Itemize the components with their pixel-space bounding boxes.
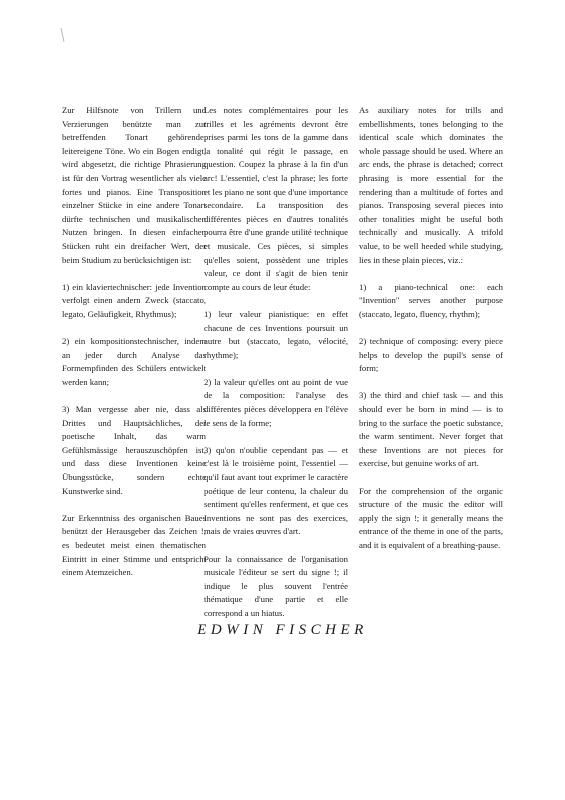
english-point-3: 3) the third and chief task — and this should ever be born in mind — is to bring to the surface the poetic substance, the warm sentiment. Never forget that these Inventions are not pieces for exercise, but genuine works of art. <box>359 390 503 469</box>
english-point-2: 2) technique of composing: every piece helps to develop the pupil's sense of form; <box>359 336 503 374</box>
french-point-3: 3) qu'on n'oublie cependant pas — et c'est là le troisième point, l'essentiel — qu'il faut avant tout exprimer le caractère poétique de leur contenu, la chaleur du sentiment qu'elles renferment, et que ces Inventions ne sont pas des exercices, mais de vraies œuvres d'art. <box>204 444 348 537</box>
author-signature: EDWIN FISCHER <box>197 622 368 638</box>
french-sign-note: Pour la connaissance de l'organisation musicale l'éditeur se sert du signe !; il indique le plus souvent l'entrée thématique d'une partie et elle correspond a un hiatus. <box>204 553 348 618</box>
french-column <box>204 104 348 634</box>
english-column <box>359 104 503 566</box>
german-column <box>62 104 206 593</box>
german-sign-note: Zur Erkenntniss des organischen Baues benützt der Herausgeber das Zeichen !; es bedeutet meist einen thematischen Eintritt in einer Stimme und entspricht einem Atemzeichen. <box>62 512 206 578</box>
page-corner-mark <box>61 28 65 42</box>
english-intro-paragraph: As auxiliary notes for trills and embellishments, tones belonging to the identical scale which dominates the whole passage should be used. Where an arc ends, the phrase is detached; correct phrasing is more essential for the rendering than a multitude of fortes and pianos. Transposing several pieces into other tonalities might be useful both technically and musically. A trifold value, to be well heeded while studying, lies in these plain pieces, viz.: <box>359 105 503 265</box>
german-point-2: 2) ein kompositionstechnischer, indem an jeder durch Analyse das Formempfinden des Schülers entwickelt werden kann; <box>62 336 206 387</box>
german-intro-paragraph: Zur Hilfsnote von Trillern und Verzierungen benützte man zur betreffenden Tonart gehörende, leitereigene Töne. Wo ein Bogen endigt, wird abgesetzt, die richtige Phrasierung ist für den Vortrag wesentlicher als viele fortes und pianos. Eine Transposition einzelner Stücke in eine andere Tonart dürfte technischen und musikalischen Nutzen bringen. In diesen einfachen Stücken ruht ein dreifacher Wert, der beim Studium zu berücksichtigen ist: <box>62 105 206 265</box>
english-point-1: 1) a piano-technical one: each "Invention" serves another purpose (staccato, legato, fluency, rhythm); <box>359 281 503 319</box>
english-sign-note: For the comprehension of the organic structure of the music the editor will apply the sign !; it generally means the entrance of the theme in one of the parts, and it is equivalent of a breathing-pause. <box>359 485 503 550</box>
french-intro-paragraph: Les notes complémentaires pour les trilles et les agréments devront être prises parmi les tons de la gamme dans la tonalité qui régit le passage, en question. Coupez la phrase à la fin d'un arc! L'essentiel, c'est la phrase; les forte et les piano ne sont que d'une importance secondaire. La transposition des différentes pièces en d'autres tonalités pourra être d'une grande utilité technique et musicale. Ces pièces, si simples qu'elles soient, possèdent une triples valeur, ce dont il s'agit de bien tenir compte au cours de leur étude: <box>204 105 348 292</box>
german-point-1: 1) ein klaviertechnischer: jede Invention verfolgt einen andern Zweck (staccato, legato, Geläufigkeit, Rhythmus); <box>62 281 206 319</box>
german-point-3: 3) Man vergesse aber nie, dass als Drittes und Hauptsächliches, der poetische Inhalt, das warm Gefühlsmässige herauszuschöpfen ist, und dass diese Inventionen keine Übungsstücke, sondern echte Kunstwerke sind. <box>62 404 206 496</box>
french-point-2: 2) la valeur qu'elles ont au point de vue de la composition: l'analyse des différentes pièces développera en l'élève le sens de la forme; <box>204 376 348 428</box>
french-point-1: 1) leur valeur pianistique: en effet chacune de ces Inventions poursuit un autre but (staccato, legato, vélocité, rhythme); <box>204 308 348 360</box>
